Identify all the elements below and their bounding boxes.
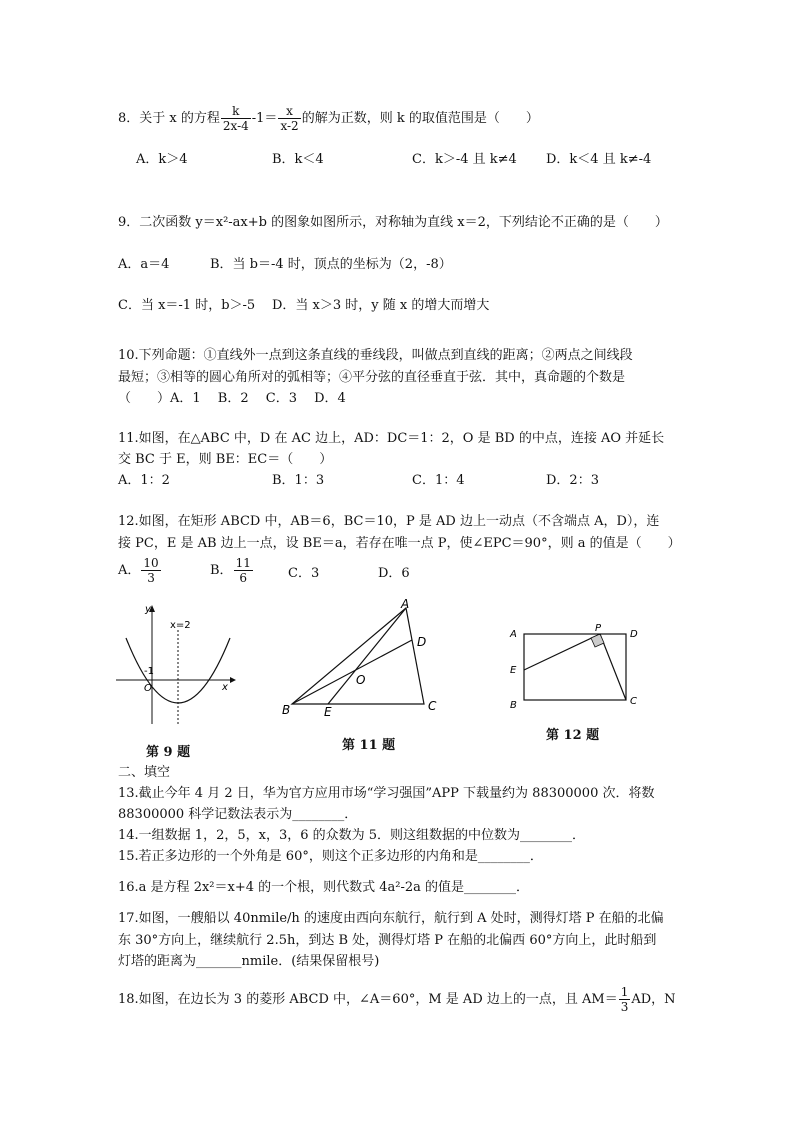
- q8-f1-num: k: [221, 104, 251, 119]
- q17-line-3: 灯塔的距离为_______nmile．(结果保留根号): [118, 954, 380, 969]
- q16: 16.a 是方程 2x²＝x+4 的一个根，则代数式 4a²-2a 的值是________．: [118, 880, 530, 895]
- fig9-origin: O: [144, 683, 152, 694]
- q12-option-d: D．6: [378, 566, 410, 581]
- q8-option-a: A．k＞4: [136, 152, 188, 167]
- q12-option-b-label: B．: [210, 563, 233, 578]
- q12-a-num: 10: [143, 556, 159, 570]
- fig12-label-c: C: [630, 696, 637, 707]
- q8-f2-num: x: [278, 104, 300, 119]
- fig11-segment-ae: [328, 608, 406, 704]
- fig11-triangle: [292, 608, 427, 704]
- fig12-segment-ep: [524, 634, 600, 670]
- q12-line-2: 接 PC，E 是 AB 边上一点，设 BE＝a，若存在唯一点 P，使∠EPC＝90°，则 a 的值是（ ）: [118, 536, 681, 551]
- q12-option-b-fraction: [234, 556, 253, 585]
- q15: 15.若正多边形的一个外角是 60°，则这个正多边形的内角和是________．: [118, 849, 543, 864]
- fig12-segment-pc: [600, 634, 626, 700]
- fig12-label-e: E: [510, 665, 517, 676]
- q18-f-den: 3: [620, 1000, 629, 1014]
- q8-post: 的解为正数，则 k 的取值范围是（ ）: [301, 111, 539, 126]
- q10-line-2: 最短；③相等的圆心角所对的弧相等；④平分弦的直径垂直于弦．其中，真命题的个数是: [118, 370, 626, 385]
- fig11-label-c: C: [428, 699, 437, 713]
- q8-stem: [118, 104, 539, 133]
- q17-line-2: 东 30°方向上，继续航行 2.5h，到达 B 处，测得灯塔 P 在船的北偏西 60°方向上，此时船到: [118, 933, 657, 948]
- fig9-y-label: y: [145, 604, 151, 615]
- q18-post: AD，N: [631, 992, 676, 1007]
- q18-fraction: [619, 985, 631, 1014]
- fig12-caption: 第 12 题: [546, 728, 600, 743]
- q11-line-2: 交 BC 于 E，则 BE：EC＝（ ）: [118, 452, 333, 467]
- fig12-label-d: D: [630, 629, 638, 640]
- q12-option-a-label: A．: [118, 563, 141, 578]
- section-fill-in-heading: 二、填空: [118, 765, 171, 780]
- q18-pre: 18.如图，在边长为 3 的菱形 ABCD 中，∠A＝60°，M 是 AD 边上的一点，且 AM＝: [118, 992, 618, 1007]
- q18-f-num: 1: [620, 985, 629, 999]
- figure-12: [500, 620, 660, 720]
- q9-option-b: B．当 b＝-4 时，顶点的坐标为（2，-8）: [210, 257, 452, 272]
- q8-fraction-2: [278, 104, 300, 133]
- q8-mid: -1＝: [251, 111, 278, 126]
- fig12-label-b: B: [510, 700, 517, 711]
- q13-line-2: 88300000 科学记数法表示为________．: [118, 807, 358, 822]
- q11-option-b: B．1：3: [272, 473, 325, 488]
- q17-line-1: 17.如图，一艘船以 40nmile/h 的速度由西向东航行，航行到 A 处时，测得灯塔 P 在船的北偏: [118, 911, 664, 926]
- q10-line-3: （ ）A．1 B．2 C．3 D．4: [118, 391, 346, 406]
- figure-9: [110, 600, 240, 730]
- q8-fraction-1: [221, 104, 251, 133]
- q11-option-a: A．1：2: [118, 473, 170, 488]
- q11-option-c: C．1：4: [412, 473, 465, 488]
- q9-option-d: D．当 x＞3 时，y 随 x 的增大而增大: [272, 298, 490, 313]
- q9-option-a: A．a＝4: [118, 257, 170, 272]
- q11-line-1: 11.如图，在△ABC 中，D 在 AC 边上，AD：DC＝1：2，O 是 BD 的中点，连接 AO 并延长: [118, 431, 665, 446]
- q12-b-num: 11: [235, 556, 251, 570]
- fig9-axis-label: x=2: [170, 620, 191, 631]
- fig11-label-b: B: [282, 703, 291, 717]
- fig12-rectangle: [524, 634, 626, 700]
- q8-pre: 8．关于 x 的方程: [118, 111, 220, 126]
- q12-option-a-fraction: [141, 556, 160, 585]
- fig9-x-arrow: [230, 677, 236, 683]
- q18-line-1: [118, 985, 676, 1014]
- fig11-label-e: E: [324, 705, 332, 719]
- fig11-label-a: A: [401, 597, 410, 611]
- q12-option-a: [118, 556, 162, 585]
- q8-f1-den: 2x-4: [222, 119, 249, 133]
- q12-a-den: 3: [147, 571, 155, 585]
- q8-option-c: C．k＞-4 且 k≠4: [412, 152, 517, 167]
- q12-option-c: C．3: [288, 566, 320, 581]
- q12-option-b: [210, 556, 254, 585]
- fig9-caption: 第 9 题: [146, 745, 191, 760]
- fig12-label-p: P: [595, 623, 602, 634]
- q8-f2-den: x-2: [280, 119, 299, 133]
- figure-11: [270, 596, 450, 726]
- fig9-minus-one: -1: [144, 666, 154, 677]
- fig11-label-o: O: [356, 673, 366, 687]
- fig12-label-a: A: [510, 629, 517, 640]
- q10-line-1: 10.下列命题：①直线外一点到这条直线的垂线段，叫做点到直线的距离；②两点之间线段: [118, 348, 633, 363]
- fig12-right-angle-mark: [591, 634, 604, 647]
- fig11-segment-bd: [292, 640, 412, 704]
- fig11-label-d: D: [417, 635, 427, 649]
- q12-b-den: 6: [239, 571, 248, 585]
- q11-option-d: D．2：3: [546, 473, 599, 488]
- fig9-x-label: x: [222, 682, 228, 693]
- q14: 14.一组数据 1，2，5，x，3，6 的众数为 5．则这组数据的中位数为________．: [118, 828, 586, 843]
- q8-option-b: B．k＜4: [272, 152, 324, 167]
- q9-option-c: C．当 x＝-1 时，b＞-5: [118, 298, 256, 313]
- q13-line-1: 13.截止今年 4 月 2 日，华为官方应用市场“学习强国”APP 下载量约为 88300000 次．将数: [118, 786, 655, 801]
- fig11-caption: 第 11 题: [342, 738, 396, 753]
- q12-line-1: 12.如图，在矩形 ABCD 中，AB＝6，BC＝10，P 是 AD 边上一动点（不含端点 A，D），连: [118, 514, 660, 529]
- q9-stem: 9．二次函数 y＝x²-ax+b 的图象如图所示，对称轴为直线 x＝2，下列结论不正确的是（ ）: [118, 215, 668, 230]
- q8-option-d: D．k＜4 且 k≠-4: [546, 152, 652, 167]
